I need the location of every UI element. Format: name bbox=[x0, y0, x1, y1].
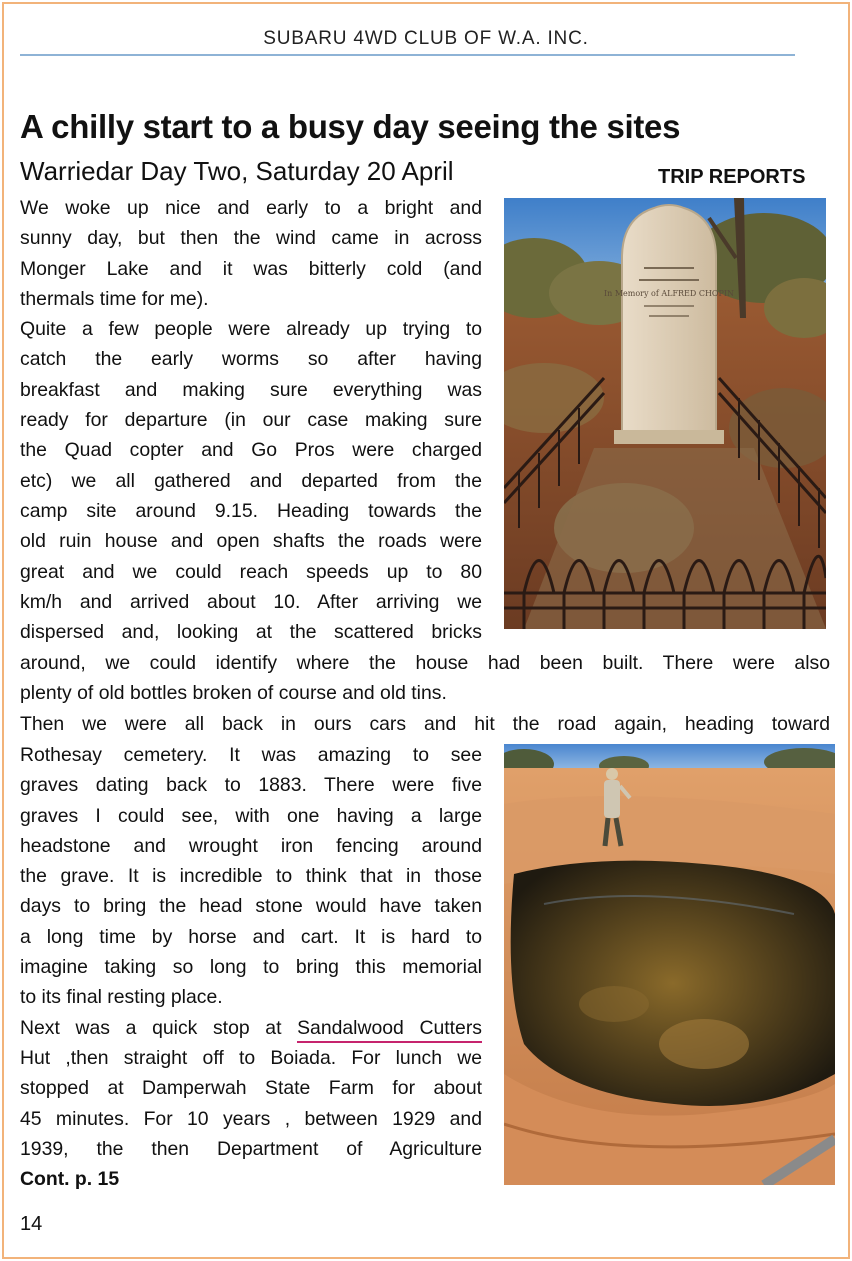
text-line: around, we could identify where the house had been built. There were also bbox=[20, 652, 830, 674]
text-line: Then we were all back in ours cars and hit the road again, heading toward bbox=[20, 712, 830, 735]
rock-pool-photo bbox=[504, 744, 835, 1185]
article-paragraph-column-bottom bbox=[20, 740, 482, 1194]
text-line: thermals time for me). bbox=[20, 287, 209, 310]
continuation-note: Cont. p. 15 bbox=[20, 1168, 120, 1191]
text-line: headstone and wrought iron fencing around bbox=[20, 834, 482, 857]
text-line: catch the early worms so after having bbox=[20, 348, 482, 371]
text-line: 45 minutes. For 10 years , between 1929 and bbox=[20, 1107, 482, 1130]
text-line: Monger Lake and it was bitterly cold (and bbox=[20, 257, 482, 280]
text-line: old ruin house and open shafts the roads were bbox=[20, 530, 482, 553]
page-number: 14 bbox=[20, 1213, 43, 1235]
text-line: Hut ,then straight off to Boiada. For lunch we bbox=[20, 1046, 482, 1069]
header-divider bbox=[20, 54, 795, 56]
text-fragment: Next was a quick stop at bbox=[20, 1016, 298, 1039]
text-line: Rothesay cemetery. It was amazing to see bbox=[20, 744, 482, 766]
text-line: imagine taking so long to bring this memorial bbox=[20, 956, 482, 979]
text-line: stopped at Damperwah State Farm for about bbox=[20, 1077, 482, 1100]
text-line-with-link bbox=[20, 1013, 482, 1043]
text-line: graves dating back to 1883. There were five bbox=[20, 774, 482, 797]
text-line: a long time by horse and cart. It is hard to bbox=[20, 925, 482, 948]
text-line: breakfast and making sure everything was bbox=[20, 378, 482, 401]
text-line: the Quad copter and Go Pros were charged bbox=[20, 439, 482, 462]
text-line: etc) we all gathered and departed from the bbox=[20, 469, 482, 492]
text-line: We woke up nice and early to a bright and bbox=[20, 197, 482, 219]
text-line: the grave. It is incredible to think that in those bbox=[20, 865, 482, 888]
article-subheadline: Warriedar Day Two, Saturday 20 April bbox=[20, 156, 454, 186]
headstone-photo-illustration bbox=[504, 198, 826, 629]
text-line: km/h and arrived about 10. After arriving we bbox=[20, 590, 482, 613]
article-headline: A chilly start to a busy day seeing the sites bbox=[20, 108, 681, 145]
club-header-title: SUBARU 4WD CLUB OF W.A. INC. bbox=[263, 28, 589, 49]
text-line: ready for departure (in our case making sure bbox=[20, 409, 482, 432]
text-line: great and we could reach speeds up to 80 bbox=[20, 560, 482, 583]
rock-pool-photo-illustration bbox=[504, 744, 835, 1185]
text-line: 1939, the then Department of Agriculture bbox=[20, 1137, 482, 1160]
text-line: plenty of old bottles broken of course and old tins. bbox=[20, 682, 447, 705]
sandalwood-cutters-underlined: Sandalwood Cutters bbox=[297, 1017, 482, 1043]
headstone-photo bbox=[504, 198, 826, 629]
text-line: days to bring the head stone would have taken bbox=[20, 895, 482, 918]
text-line: graves I could see, with one having a large bbox=[20, 804, 482, 827]
headstone-inscription: In Memory of ALFRED CHOPIN bbox=[603, 289, 735, 298]
text-line: sunny day, but then the wind came in across bbox=[20, 227, 482, 250]
text-line: to its final resting place. bbox=[20, 986, 223, 1009]
text-line: dispersed and, looking at the scattered bricks bbox=[20, 621, 482, 644]
article-paragraph-full-width bbox=[20, 648, 830, 739]
text-line: Quite a few people were already up trying to bbox=[20, 318, 482, 341]
article-paragraph-column-top bbox=[20, 193, 482, 647]
text-line: camp site around 9.15. Heading towards the bbox=[20, 499, 482, 522]
section-label: TRIP REPORTS bbox=[658, 166, 806, 188]
